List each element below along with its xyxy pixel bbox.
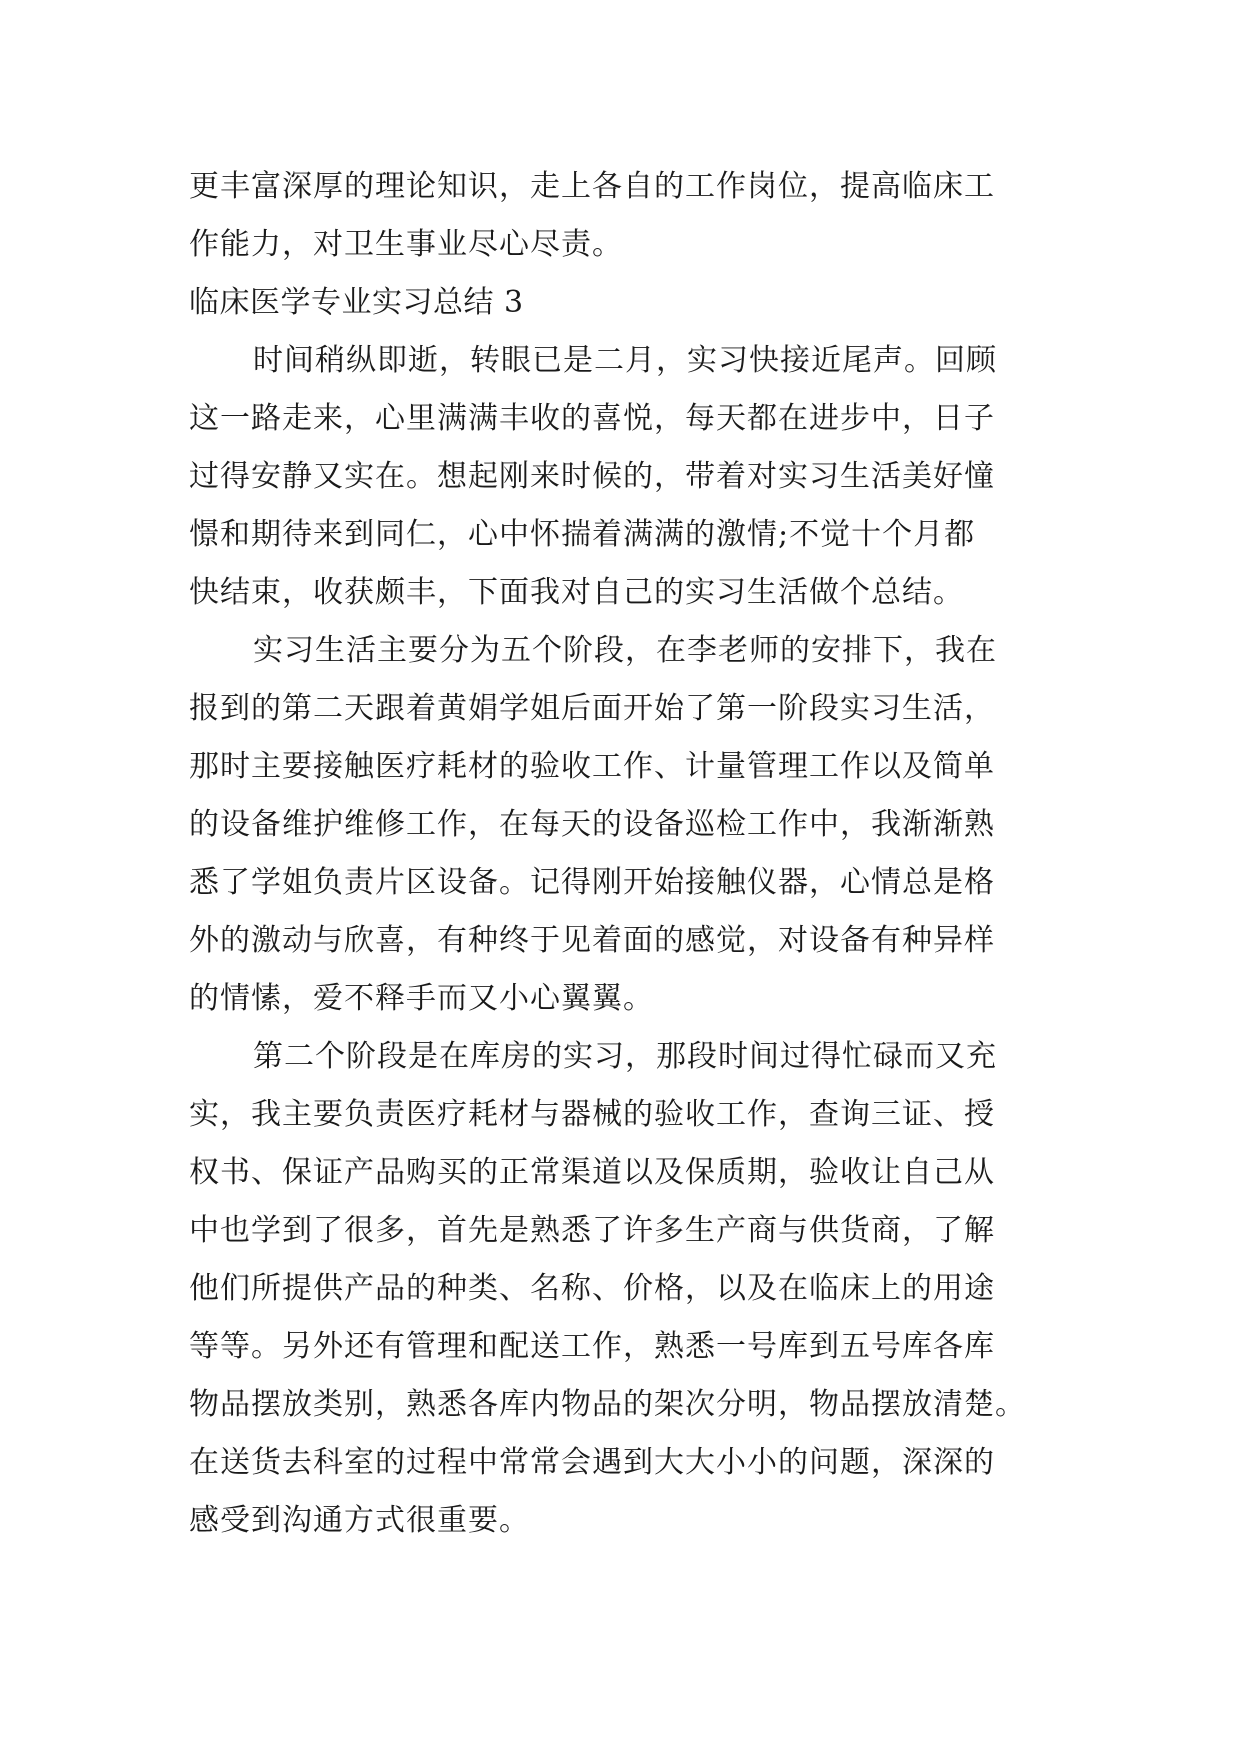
text-line: 实习生活主要分为五个阶段，在李老师的安排下，我在: [253, 633, 997, 668]
text-line: 那时主要接触医疗耗材的验收工作、计量管理工作以及简单: [189, 749, 995, 784]
text-line: 第二个阶段是在库房的实习，那段时间过得忙碌而又充: [253, 1039, 997, 1074]
text-line: 憬和期待来到同仁，心中怀揣着满满的激情;不觉十个月都: [189, 517, 976, 552]
document-body: [189, 158, 1051, 1550]
text-line: 报到的第二天跟着黄娟学姐后面开始了第一阶段实习生活，: [189, 691, 995, 726]
text-line: 感受到沟通方式很重要。: [189, 1503, 530, 1538]
text-line: 时间稍纵即逝，转眼已是二月，实习快接近尾声。回顾: [253, 343, 997, 378]
text-line: 快结束，收获颇丰，下面我对自己的实习生活做个总结。: [189, 575, 964, 610]
text-line: 在送货去科室的过程中常常会遇到大大小小的问题，深深的: [189, 1445, 995, 1480]
paragraph-3: [189, 1028, 1051, 1550]
paragraph-1: [189, 332, 1051, 622]
text-line: 更丰富深厚的理论知识，走上各自的工作岗位，提高临床工: [189, 169, 995, 204]
text-line: 作能力，对卫生事业尽心尽责。: [189, 227, 623, 262]
text-line: 的情愫，爱不释手而又小心翼翼。: [189, 981, 654, 1016]
text-line: 这一路走来，心里满满丰收的喜悦，每天都在进步中，日子: [189, 401, 995, 436]
text-line: 他们所提供产品的种类、名称、价格，以及在临床上的用途: [189, 1271, 995, 1306]
text-line: 悉了学姐负责片区设备。记得刚开始接触仪器，心情总是格: [189, 865, 995, 900]
section-title: 临床医学专业实习总结 3: [189, 285, 524, 320]
text-line: 中也学到了很多，首先是熟悉了许多生产商与供货商，了解: [189, 1213, 995, 1248]
text-line: 过得安静又实在。想起刚来时候的，带着对实习生活美好憧: [189, 459, 995, 494]
text-line: 实，我主要负责医疗耗材与器械的验收工作，查询三证、授: [189, 1097, 995, 1132]
continuation-paragraph: [189, 158, 1051, 274]
text-line: 权书、保证产品购买的正常渠道以及保质期，验收让自己从: [189, 1155, 995, 1190]
text-line: 物品摆放类别，熟悉各库内物品的架次分明，物品摆放清楚。: [189, 1387, 1026, 1422]
text-line: 等等。另外还有管理和配送工作，熟悉一号库到五号库各库: [189, 1329, 995, 1364]
text-line: 外的激动与欣喜，有种终于见着面的感觉，对设备有种异样: [189, 923, 995, 958]
paragraph-2: [189, 622, 1051, 1028]
text-line: 的设备维护维修工作，在每天的设备巡检工作中，我渐渐熟: [189, 807, 995, 842]
